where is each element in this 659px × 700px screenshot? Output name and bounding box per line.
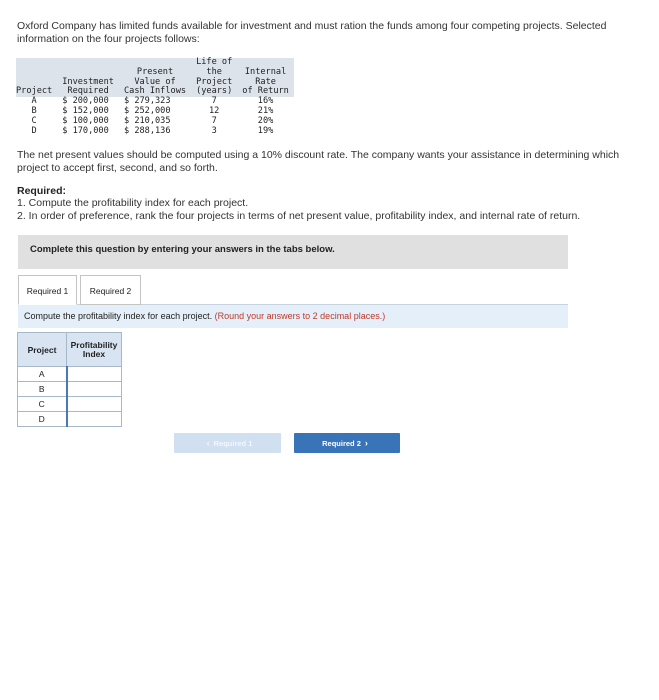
required-item-1: 1. Compute the profitability index for each project. — [17, 197, 249, 209]
pi-header-index: Profitability Index — [67, 333, 122, 367]
table-row: A — [18, 367, 122, 382]
header-life: Life of the Project (years) — [191, 58, 237, 97]
pi-input-d[interactable] — [68, 413, 122, 426]
project-data-table — [16, 58, 294, 136]
pi-input-b[interactable] — [68, 383, 122, 396]
table-row: D — [18, 412, 122, 427]
profitability-index-table — [17, 332, 122, 427]
tab-required-2[interactable]: Required 2 — [80, 275, 141, 305]
pi-input-c[interactable] — [68, 398, 122, 411]
header-irr: Internal Rate of Return — [237, 58, 294, 97]
required-title: Required: — [17, 185, 67, 197]
instruction-text: Compute the profitability index for each project. — [24, 311, 213, 321]
header-present-value: Present Value of Cash Inflows — [119, 58, 191, 97]
table-row: C — [18, 397, 122, 412]
question-instruction — [18, 305, 568, 328]
chevron-left-icon: ‹ — [206, 438, 210, 448]
banner-text: Complete this question by entering your answers in the tabs below. — [30, 244, 335, 255]
discount-rate-paragraph: The net present values should be computed using a 10% discount rate. The company wants your assistance in determining which project to accept first, second, and so forth. — [17, 149, 620, 174]
pi-input-a[interactable] — [68, 368, 122, 381]
rounding-note: (Round your answers to 2 decimal places.) — [214, 311, 386, 321]
table-row: B $ 152,000 $ 252,000 12 21% — [31, 105, 274, 116]
header-project: Project — [16, 58, 57, 97]
required-list — [17, 197, 580, 222]
intro-text: Oxford Company has limited funds available for investment and must ration the funds among four competing projects. Selected information on the four projects follows: — [17, 20, 607, 45]
next-required-button[interactable]: Required 2 › — [294, 433, 400, 453]
header-investment: Investment Required — [57, 58, 119, 97]
chevron-right-icon: › — [364, 438, 368, 448]
table-row: D $ 170,000 $ 288,136 3 19% — [31, 125, 274, 136]
tab-required-1[interactable]: Required 1 — [18, 275, 77, 305]
table-row: A $ 200,000 $ 279,323 7 16% — [31, 96, 274, 107]
instruction-banner — [18, 235, 568, 269]
table-row: B — [18, 382, 122, 397]
pi-header-project: Project — [18, 333, 67, 367]
required-item-2: 2. In order of preference, rank the four projects in terms of net present value, profitability index, and internal rate of return. — [17, 209, 581, 222]
prev-required-button[interactable]: ‹ Required 1 — [174, 433, 281, 453]
table-row: C $ 100,000 $ 210,035 7 20% — [31, 115, 274, 126]
